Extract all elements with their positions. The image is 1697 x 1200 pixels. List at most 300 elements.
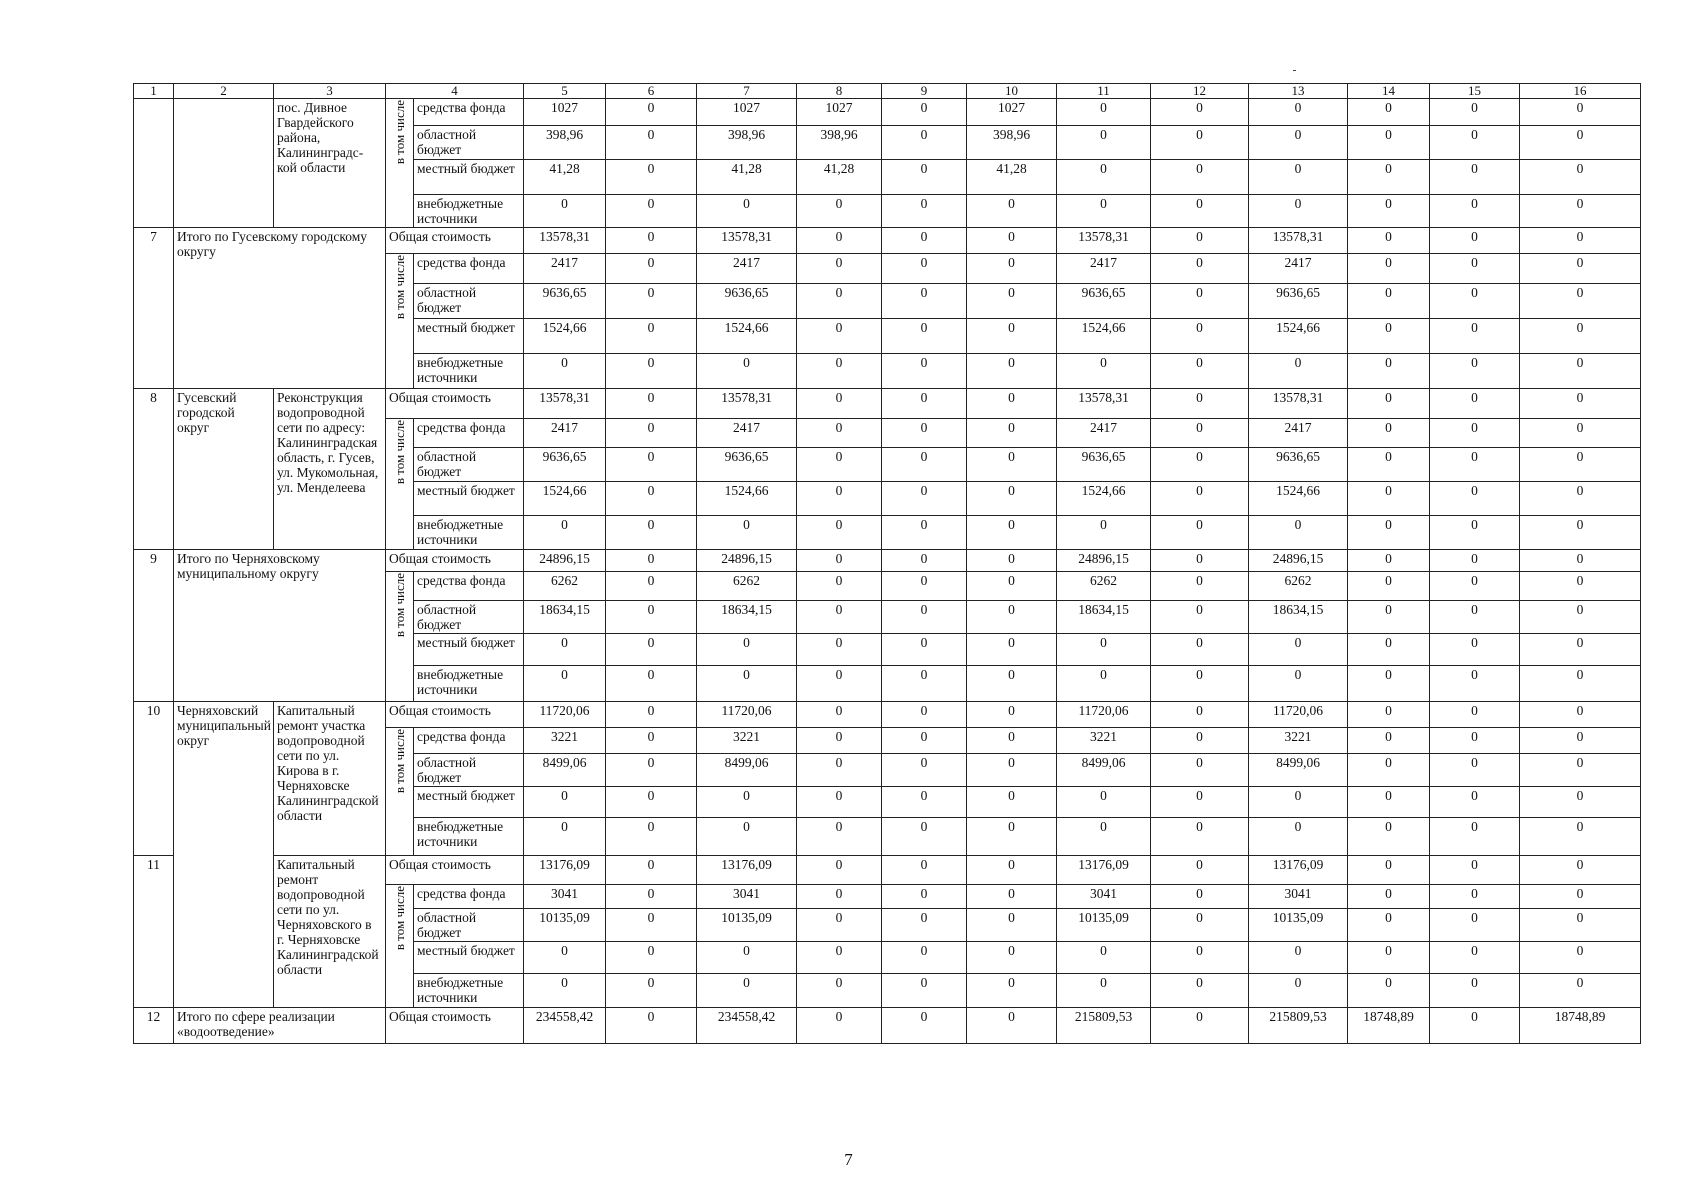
value-cell: 0 [1348, 99, 1430, 126]
value-cell: 0 [1430, 885, 1520, 909]
in-total-text: в том числе [391, 573, 407, 638]
value-cell: 0 [1249, 99, 1348, 126]
source-label: областной бюджет [414, 126, 524, 160]
value-cell: 0 [1348, 419, 1430, 448]
value-cell: 0 [1151, 974, 1249, 1008]
value-cell: 1027 [697, 99, 797, 126]
value-cell: 0 [1430, 126, 1520, 160]
value-cell: 0 [1520, 666, 1641, 702]
value-cell: 41,28 [797, 160, 882, 195]
value-cell: 0 [882, 389, 967, 419]
object-cell: пос. Дивное Гвардейского района, Калининградс-кой области [274, 99, 386, 228]
value-cell: 0 [882, 448, 967, 482]
value-cell: 0 [882, 728, 967, 754]
total-cost-label: Общая стоимость [386, 856, 524, 885]
value-cell: 0 [1151, 787, 1249, 818]
value-cell: 0 [524, 818, 606, 856]
value-cell: 0 [1520, 550, 1641, 572]
row-number [134, 99, 174, 228]
value-cell: 0 [797, 550, 882, 572]
value-cell: 18748,89 [1520, 1008, 1641, 1044]
value-cell: 0 [1430, 319, 1520, 354]
total-row [134, 1008, 1641, 1044]
value-cell: 0 [1249, 974, 1348, 1008]
value-cell: 0 [697, 516, 797, 550]
value-cell: 9636,65 [1057, 284, 1151, 319]
value-cell: 0 [1151, 99, 1249, 126]
object-cell: Реконструкция водопроводной сети по адресу: Калининградская область, г. Гусев, ул. Мукомольная, ул. Менделеева [274, 389, 386, 550]
value-cell: 9636,65 [524, 284, 606, 319]
value-cell: 0 [1520, 818, 1641, 856]
value-cell: 13176,09 [524, 856, 606, 885]
value-cell: 0 [1057, 99, 1151, 126]
object-cell: Капитальный ремонт участка водопроводной сети по ул. Кирова в г. Черняховске Калининградской области [274, 702, 386, 856]
value-cell: 0 [1520, 787, 1641, 818]
source-label: средства фонда [414, 254, 524, 284]
value-cell: 0 [967, 942, 1057, 974]
value-cell: 0 [797, 448, 882, 482]
value-cell: 0 [606, 126, 697, 160]
value-cell: 0 [1057, 195, 1151, 228]
value-cell: 0 [1430, 195, 1520, 228]
column-number: 10 [967, 84, 1057, 99]
value-cell: 0 [882, 99, 967, 126]
value-cell: 0 [882, 1008, 967, 1044]
value-cell: 0 [1430, 160, 1520, 195]
total-cost-label: Общая стоимость [386, 228, 524, 254]
value-cell: 0 [524, 195, 606, 228]
value-cell: 9636,65 [697, 284, 797, 319]
value-cell: 0 [1520, 195, 1641, 228]
value-cell: 0 [1057, 974, 1151, 1008]
value-cell: 9636,65 [1249, 448, 1348, 482]
value-cell: 0 [1057, 516, 1151, 550]
value-cell: 0 [797, 419, 882, 448]
in-total-label [386, 419, 414, 550]
value-cell: 2417 [1249, 254, 1348, 284]
value-cell: 11720,06 [697, 702, 797, 728]
in-total-label [386, 254, 414, 389]
in-total-text: в том числе [391, 100, 407, 165]
value-cell: 0 [1520, 448, 1641, 482]
source-label: местный бюджет [414, 634, 524, 666]
value-cell: 0 [797, 195, 882, 228]
value-cell: 3221 [524, 728, 606, 754]
value-cell: 0 [606, 354, 697, 389]
value-cell: 13578,31 [1249, 389, 1348, 419]
value-cell: 3041 [1249, 885, 1348, 909]
source-label: внебюджетные источники [414, 974, 524, 1008]
column-number: 9 [882, 84, 967, 99]
value-cell: 0 [882, 419, 967, 448]
value-cell: 0 [882, 126, 967, 160]
value-cell: 0 [1151, 354, 1249, 389]
value-cell: 1524,66 [1249, 482, 1348, 516]
value-cell: 0 [882, 702, 967, 728]
value-cell: 0 [1430, 572, 1520, 601]
value-cell: 0 [1151, 284, 1249, 319]
document-sheet [133, 83, 1641, 1044]
value-cell: 2417 [697, 419, 797, 448]
column-number: 11 [1057, 84, 1151, 99]
value-cell: 0 [524, 787, 606, 818]
value-cell: 0 [967, 601, 1057, 634]
value-cell: 8499,06 [1057, 754, 1151, 787]
value-cell: 0 [797, 974, 882, 1008]
value-cell: 0 [606, 319, 697, 354]
column-number: 2 [174, 84, 274, 99]
value-cell: 8499,06 [697, 754, 797, 787]
value-cell: 0 [1348, 228, 1430, 254]
value-cell: 0 [797, 787, 882, 818]
value-cell: 0 [797, 228, 882, 254]
value-cell: 0 [797, 516, 882, 550]
value-cell: 0 [1520, 942, 1641, 974]
value-cell: 0 [697, 942, 797, 974]
value-cell: 0 [1151, 728, 1249, 754]
value-cell: 0 [1348, 974, 1430, 1008]
value-cell: 0 [1348, 885, 1430, 909]
total-row [134, 228, 1641, 254]
value-cell: 1524,66 [524, 319, 606, 354]
summary-label: Итого по Гусевскому городскому округу [174, 228, 386, 389]
value-cell: 1524,66 [1249, 319, 1348, 354]
value-cell: 0 [1520, 572, 1641, 601]
value-cell: 0 [1057, 818, 1151, 856]
value-cell: 2417 [524, 419, 606, 448]
value-cell: 0 [1057, 634, 1151, 666]
value-cell: 0 [882, 885, 967, 909]
value-cell: 0 [1430, 818, 1520, 856]
value-cell: 0 [524, 516, 606, 550]
value-cell: 0 [1249, 634, 1348, 666]
summary-label: Итого по сфере реализации «водоотведение» [174, 1008, 386, 1044]
value-cell: 0 [1348, 856, 1430, 885]
value-cell: 0 [1348, 754, 1430, 787]
value-cell: 0 [1151, 195, 1249, 228]
value-cell: 0 [1430, 856, 1520, 885]
value-cell: 0 [1520, 354, 1641, 389]
value-cell: 0 [697, 787, 797, 818]
value-cell: 0 [1151, 516, 1249, 550]
value-cell: 0 [697, 818, 797, 856]
value-cell: 0 [967, 319, 1057, 354]
value-cell: 0 [1249, 126, 1348, 160]
value-cell: 0 [1057, 126, 1151, 160]
value-cell: 0 [1348, 389, 1430, 419]
value-cell: 0 [1151, 572, 1249, 601]
value-cell: 0 [606, 787, 697, 818]
value-cell: 13176,09 [1057, 856, 1151, 885]
value-cell: 0 [606, 284, 697, 319]
source-label: внебюджетные источники [414, 516, 524, 550]
value-cell: 0 [1430, 787, 1520, 818]
in-total-text: в том числе [391, 255, 407, 320]
value-cell: 0 [1151, 550, 1249, 572]
source-label: местный бюджет [414, 160, 524, 195]
value-cell: 13176,09 [697, 856, 797, 885]
value-cell: 9636,65 [524, 448, 606, 482]
value-cell: 0 [882, 856, 967, 885]
column-number: 6 [606, 84, 697, 99]
value-cell: 11720,06 [1249, 702, 1348, 728]
value-cell: 0 [882, 354, 967, 389]
value-cell: 2417 [1249, 419, 1348, 448]
value-cell: 2417 [1057, 254, 1151, 284]
value-cell: 0 [1151, 254, 1249, 284]
value-cell: 1524,66 [524, 482, 606, 516]
value-cell: 13578,31 [697, 389, 797, 419]
value-cell: 0 [967, 448, 1057, 482]
total-row [134, 389, 1641, 419]
value-cell: 0 [1057, 666, 1151, 702]
value-cell: 0 [797, 666, 882, 702]
value-cell: 0 [606, 389, 697, 419]
value-cell: 0 [606, 482, 697, 516]
value-cell: 0 [967, 389, 1057, 419]
value-cell: 0 [1348, 482, 1430, 516]
value-cell: 0 [1151, 448, 1249, 482]
value-cell: 0 [524, 634, 606, 666]
source-label: внебюджетные источники [414, 354, 524, 389]
source-label: внебюджетные источники [414, 195, 524, 228]
value-cell: 0 [882, 228, 967, 254]
source-label: областной бюджет [414, 909, 524, 942]
value-cell: 6262 [1249, 572, 1348, 601]
value-cell: 0 [1520, 160, 1641, 195]
value-cell: 11720,06 [1057, 702, 1151, 728]
value-cell: 0 [1430, 516, 1520, 550]
value-cell: 0 [967, 572, 1057, 601]
value-cell: 2417 [524, 254, 606, 284]
value-cell: 8499,06 [524, 754, 606, 787]
value-cell: 0 [967, 1008, 1057, 1044]
object-cell: Капитальный ремонт водопроводной сети по ул. Черняховского в г. Черняховске Калининградской области [274, 856, 386, 1008]
total-cost-label: Общая стоимость [386, 702, 524, 728]
value-cell: 0 [606, 856, 697, 885]
value-cell: 0 [1249, 787, 1348, 818]
value-cell: 0 [606, 634, 697, 666]
value-cell: 0 [697, 634, 797, 666]
source-label: областной бюджет [414, 448, 524, 482]
value-cell: 0 [882, 160, 967, 195]
value-cell: 0 [967, 228, 1057, 254]
value-cell: 0 [1151, 885, 1249, 909]
value-cell: 0 [882, 909, 967, 942]
value-cell: 0 [797, 354, 882, 389]
value-cell: 0 [797, 728, 882, 754]
value-cell: 0 [1520, 634, 1641, 666]
value-cell: 0 [1348, 448, 1430, 482]
value-cell: 0 [1430, 448, 1520, 482]
total-cost-label: Общая стоимость [386, 389, 524, 419]
value-cell: 0 [606, 974, 697, 1008]
value-cell: 234558,42 [697, 1008, 797, 1044]
value-cell: 0 [524, 942, 606, 974]
column-number: 8 [797, 84, 882, 99]
value-cell: 0 [797, 856, 882, 885]
value-cell: 0 [606, 1008, 697, 1044]
value-cell: 0 [797, 601, 882, 634]
total-cost-label: Общая стоимость [386, 550, 524, 572]
value-cell: 0 [1151, 419, 1249, 448]
value-cell: 0 [606, 228, 697, 254]
value-cell: 0 [967, 419, 1057, 448]
value-cell: 0 [797, 634, 882, 666]
value-cell: 0 [967, 974, 1057, 1008]
value-cell: 0 [606, 754, 697, 787]
value-cell: 24896,15 [697, 550, 797, 572]
value-cell: 0 [1430, 419, 1520, 448]
budget-table [133, 83, 1641, 1044]
value-cell: 0 [1520, 126, 1641, 160]
in-total-label [386, 728, 414, 856]
value-cell: 0 [882, 550, 967, 572]
value-cell: 0 [1151, 856, 1249, 885]
value-cell: 10135,09 [1249, 909, 1348, 942]
value-cell: 0 [1520, 601, 1641, 634]
value-cell: 0 [882, 601, 967, 634]
value-cell: 0 [967, 254, 1057, 284]
value-cell: 0 [1520, 99, 1641, 126]
value-cell: 0 [524, 666, 606, 702]
value-cell: 0 [797, 319, 882, 354]
value-cell: 398,96 [797, 126, 882, 160]
value-cell: 0 [882, 818, 967, 856]
value-cell: 13578,31 [1057, 389, 1151, 419]
value-cell: 0 [882, 254, 967, 284]
source-label: местный бюджет [414, 787, 524, 818]
value-cell: 0 [1430, 702, 1520, 728]
source-label: внебюджетные источники [414, 818, 524, 856]
column-number: 13 [1249, 84, 1348, 99]
in-total-text: в том числе [391, 729, 407, 794]
value-cell: 0 [1430, 254, 1520, 284]
value-cell: 0 [882, 787, 967, 818]
value-cell: 0 [606, 909, 697, 942]
value-cell: 0 [606, 572, 697, 601]
total-row [134, 702, 1641, 728]
value-cell: 0 [606, 254, 697, 284]
value-cell: 0 [1348, 126, 1430, 160]
value-cell: 0 [1348, 666, 1430, 702]
value-cell: 0 [1057, 160, 1151, 195]
value-cell: 0 [967, 666, 1057, 702]
value-cell: 1524,66 [1057, 319, 1151, 354]
row-number: 11 [134, 856, 174, 1008]
value-cell: 0 [1348, 728, 1430, 754]
value-cell: 0 [606, 666, 697, 702]
value-cell: 0 [1151, 126, 1249, 160]
value-cell: 0 [882, 942, 967, 974]
value-cell: 0 [1348, 787, 1430, 818]
value-cell: 24896,15 [1249, 550, 1348, 572]
value-cell: 0 [967, 516, 1057, 550]
value-cell: 1027 [524, 99, 606, 126]
row-number: 8 [134, 389, 174, 550]
in-total-text: в том числе [391, 886, 407, 951]
value-cell: 0 [1430, 354, 1520, 389]
value-cell: 3221 [1057, 728, 1151, 754]
value-cell: 0 [882, 666, 967, 702]
value-cell: 0 [1520, 856, 1641, 885]
value-cell: 0 [1430, 974, 1520, 1008]
value-cell: 0 [1151, 754, 1249, 787]
value-cell: 0 [524, 354, 606, 389]
value-cell: 0 [967, 754, 1057, 787]
value-cell: 0 [882, 195, 967, 228]
value-cell: 1524,66 [1057, 482, 1151, 516]
value-cell: 0 [882, 319, 967, 354]
municipality-cell: Черняховский муниципальный округ [174, 702, 274, 1008]
value-cell: 0 [797, 754, 882, 787]
value-cell: 0 [967, 885, 1057, 909]
in-total-label [386, 885, 414, 1008]
value-cell: 0 [606, 516, 697, 550]
value-cell: 0 [1348, 572, 1430, 601]
source-label: местный бюджет [414, 482, 524, 516]
column-number: 16 [1520, 84, 1641, 99]
value-cell: 0 [1520, 254, 1641, 284]
value-cell: 0 [1151, 702, 1249, 728]
value-cell: 0 [1057, 942, 1151, 974]
value-cell: 0 [1520, 389, 1641, 419]
value-cell: 0 [1430, 728, 1520, 754]
value-cell: 0 [1151, 634, 1249, 666]
table-body [134, 84, 1641, 1044]
row-number: 12 [134, 1008, 174, 1044]
value-cell: 0 [967, 550, 1057, 572]
value-cell: 0 [967, 728, 1057, 754]
value-cell: 0 [1520, 319, 1641, 354]
in-total-label [386, 99, 414, 228]
value-cell: 9636,65 [1057, 448, 1151, 482]
value-cell: 18634,15 [524, 601, 606, 634]
value-cell: 0 [1151, 160, 1249, 195]
value-cell: 1524,66 [697, 319, 797, 354]
value-cell: 0 [1348, 634, 1430, 666]
source-label: средства фонда [414, 419, 524, 448]
value-cell: 0 [1057, 354, 1151, 389]
value-cell: 9636,65 [697, 448, 797, 482]
in-total-label [386, 572, 414, 702]
value-cell: 0 [1151, 909, 1249, 942]
value-cell: 0 [1520, 885, 1641, 909]
value-cell: 0 [606, 702, 697, 728]
value-cell: 0 [1348, 601, 1430, 634]
value-cell: 0 [1348, 319, 1430, 354]
value-cell: 0 [606, 728, 697, 754]
value-cell: 0 [1151, 482, 1249, 516]
value-cell: 0 [1430, 666, 1520, 702]
value-cell: 0 [797, 702, 882, 728]
scan-mark [1293, 70, 1296, 71]
value-cell: 0 [967, 354, 1057, 389]
column-number: 3 [274, 84, 386, 99]
value-cell: 0 [1151, 601, 1249, 634]
value-cell: 10135,09 [524, 909, 606, 942]
source-label: средства фонда [414, 885, 524, 909]
value-cell: 11720,06 [524, 702, 606, 728]
value-cell: 13578,31 [1057, 228, 1151, 254]
value-cell: 0 [1430, 284, 1520, 319]
value-cell: 0 [1430, 228, 1520, 254]
value-cell: 18748,89 [1348, 1008, 1430, 1044]
column-number: 4 [386, 84, 524, 99]
value-cell: 0 [1520, 728, 1641, 754]
total-cost-label: Общая стоимость [386, 1008, 524, 1044]
value-cell: 0 [797, 818, 882, 856]
